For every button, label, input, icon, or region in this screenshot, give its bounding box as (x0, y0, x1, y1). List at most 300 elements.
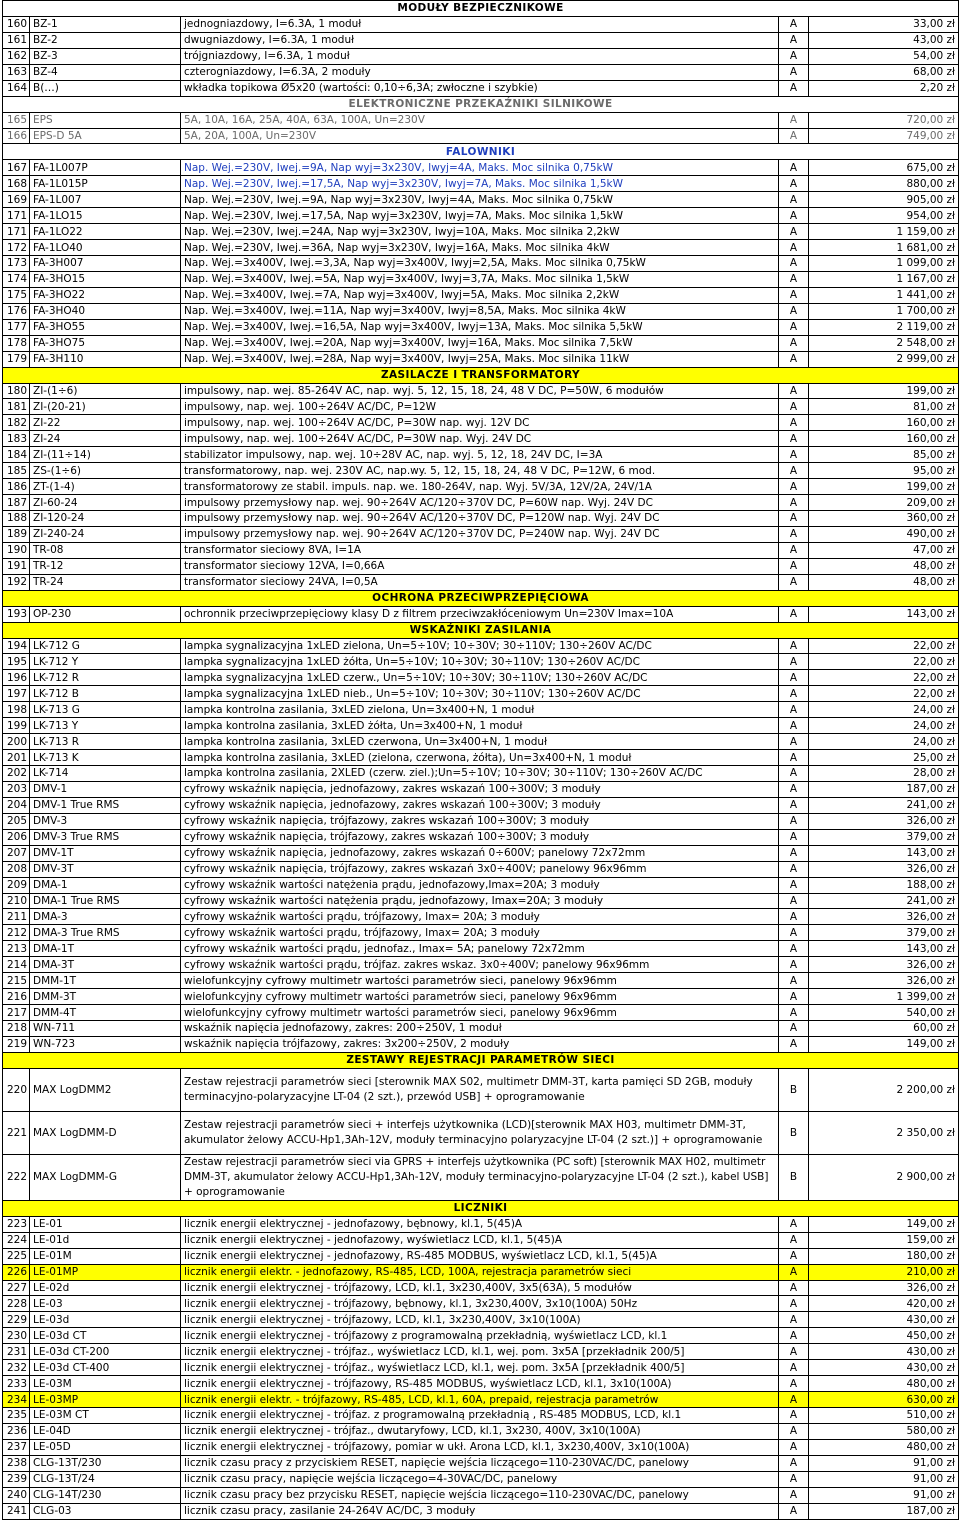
row-number: 197 (3, 686, 30, 702)
table-row (3, 1455, 959, 1471)
product-price: 480,00 zł (809, 1439, 959, 1455)
product-price: 2 900,00 zł (809, 1154, 959, 1200)
product-price: 143,00 zł (809, 941, 959, 957)
row-number: 225 (3, 1248, 30, 1264)
product-price: 48,00 zł (809, 574, 959, 590)
product-price: 510,00 zł (809, 1408, 959, 1424)
section-title: FALOWNIKI (3, 144, 959, 160)
price-group: A (779, 48, 809, 64)
product-price: 24,00 zł (809, 702, 959, 718)
price-group: A (779, 16, 809, 32)
row-number: 232 (3, 1360, 30, 1376)
product-description: licznik czasu pracy z przyciskiem RESET, napięcie wejścia liczącego=110-230VAC/DC, panelowy (181, 1455, 779, 1471)
product-code: DMV-1 True RMS (30, 797, 181, 813)
price-group: A (779, 256, 809, 272)
product-description: cyfrowy wskaźnik napięcia, jednofazowy, zakres wskazań 100÷300V; 3 moduły (181, 797, 779, 813)
product-description: wielofunkcyjny cyfrowy multimetr wartości parametrów sieci, panelowy 96x96mm (181, 1005, 779, 1021)
product-code: ZS-(1÷6) (30, 463, 181, 479)
product-price: 24,00 zł (809, 734, 959, 750)
price-list-body (3, 1, 959, 1520)
product-description: transformator sieciowy 24VA, I=0,5A (181, 574, 779, 590)
table-row (3, 1296, 959, 1312)
price-group: A (779, 32, 809, 48)
product-description: Nap. Wej.=230V, Iwej.=36A, Nap wyj=3x230V, Iwyj=16A, Maks. Moc silnika 4kW (181, 240, 779, 256)
product-description: impulsowy przemysłowy nap. wej. 90÷264V AC/120÷370V DC, P=120W nap. Wyj. 24V DC (181, 511, 779, 527)
product-price: 480,00 zł (809, 1376, 959, 1392)
product-description: cyfrowy wskaźnik napięcia, jednofazowy, zakres wskazań 0÷600V; panelowy 72x72mm (181, 845, 779, 861)
product-description: transformator sieciowy 12VA, I=0,66A (181, 558, 779, 574)
product-price: 48,00 zł (809, 558, 959, 574)
table-row (3, 160, 959, 176)
row-number: 198 (3, 702, 30, 718)
price-group: A (779, 973, 809, 989)
table-row (3, 224, 959, 240)
price-group: A (779, 447, 809, 463)
price-group: A (779, 574, 809, 590)
product-code: ZI-(1÷6) (30, 383, 181, 399)
section-title: ELEKTRONICZNE PRZEKAŹNIKI SILNIKOWE (3, 96, 959, 112)
row-number: 172 (3, 240, 30, 256)
price-group: A (779, 861, 809, 877)
table-row (3, 766, 959, 782)
price-group: A (779, 303, 809, 319)
product-code: FA-1L007 (30, 192, 181, 208)
product-code: BZ-4 (30, 64, 181, 80)
table-row (3, 415, 959, 431)
product-price: 199,00 zł (809, 383, 959, 399)
row-number: 171 (3, 224, 30, 240)
product-code: CLG-13T/24 (30, 1471, 181, 1487)
product-description: lampka kontrolna zasilania, 3xLED zielona, Un=3x400+N, 1 moduł (181, 702, 779, 718)
section-header (3, 590, 959, 606)
product-code: EPS (30, 112, 181, 128)
product-description: cyfrowy wskaźnik napięcia, trójfazowy, zakres wskazań 100÷300V; 3 moduły (181, 829, 779, 845)
product-price: 160,00 zł (809, 431, 959, 447)
product-price: 1 159,00 zł (809, 224, 959, 240)
price-group: A (779, 1005, 809, 1021)
price-group: A (779, 335, 809, 351)
table-row (3, 287, 959, 303)
product-code: ZI-240-24 (30, 526, 181, 542)
product-code: EPS-D 5A (30, 128, 181, 144)
product-price: 22,00 zł (809, 670, 959, 686)
price-group: A (779, 670, 809, 686)
product-description: licznik energii elektrycznej - trójfaz., dwutaryfowy, LCD, kl.1, 3x230, 400V, 3x10(100A) (181, 1423, 779, 1439)
row-number: 182 (3, 415, 30, 431)
price-group: A (779, 431, 809, 447)
product-price: 210,00 zł (809, 1264, 959, 1280)
product-description: 5A, 20A, 100A, Un=230V (181, 128, 779, 144)
row-number: 203 (3, 781, 30, 797)
table-row (3, 479, 959, 495)
product-description: licznik energii elektrycznej - trójfazowy, LCD, kl.1, 3x230,400V, 3x10(100A) (181, 1312, 779, 1328)
table-row (3, 112, 959, 128)
price-group: A (779, 240, 809, 256)
product-code: LE-03d CT-400 (30, 1360, 181, 1376)
row-number: 167 (3, 160, 30, 176)
product-code: FA-1LO40 (30, 240, 181, 256)
table-row (3, 1312, 959, 1328)
product-price: 85,00 zł (809, 447, 959, 463)
price-group: A (779, 526, 809, 542)
section-header (3, 96, 959, 112)
product-description: cyfrowy wskaźnik wartości prądu, jednofaz., Imax= 5A; panelowy 72x72mm (181, 941, 779, 957)
product-description: licznik czasu pracy, napięcie wejścia liczącego=4-30VAC/DC, panelowy (181, 1471, 779, 1487)
product-description: stabilizator impulsowy, nap. wej. 10÷28V AC, nap. wyj. 5, 12, 18, 24V DC, I=3A (181, 447, 779, 463)
row-number: 200 (3, 734, 30, 750)
product-code: TR-08 (30, 542, 181, 558)
table-row (3, 702, 959, 718)
table-row (3, 941, 959, 957)
price-group: A (779, 383, 809, 399)
table-row (3, 128, 959, 144)
product-code: ZI-60-24 (30, 495, 181, 511)
table-row (3, 718, 959, 734)
price-group: A (779, 1328, 809, 1344)
product-description: ochronnik przeciwprzepięciowy klasy D z filtrem przeciwzakłóceniowym Un=230V Imax=10A (181, 606, 779, 622)
price-group: A (779, 542, 809, 558)
table-row (3, 1471, 959, 1487)
product-description: wskaźnik napięcia jednofazowy, zakres: 200÷250V, 1 moduł (181, 1021, 779, 1037)
row-number: 178 (3, 335, 30, 351)
product-description: cyfrowy wskaźnik wartości prądu, trójfazowy, Imax= 20A; 3 moduły (181, 925, 779, 941)
product-code: FA-3HO75 (30, 335, 181, 351)
section-header (3, 1, 959, 17)
product-price: 68,00 zł (809, 64, 959, 80)
table-row (3, 1232, 959, 1248)
row-number: 207 (3, 845, 30, 861)
price-group: A (779, 351, 809, 367)
product-description: cyfrowy wskaźnik napięcia, trójfazowy, zakres wskazań 100÷300V; 3 moduły (181, 813, 779, 829)
price-group: B (779, 1068, 809, 1111)
product-price: 187,00 zł (809, 1503, 959, 1519)
row-number: 160 (3, 16, 30, 32)
product-price: 379,00 zł (809, 829, 959, 845)
product-description: dwugniazdowy, I=6.3A, 1 moduł (181, 32, 779, 48)
product-price: 326,00 zł (809, 957, 959, 973)
product-code: LK-714 (30, 766, 181, 782)
row-number: 210 (3, 893, 30, 909)
product-code: LE-03 (30, 1296, 181, 1312)
product-description: transformatorowy, nap. wej. 230V AC, nap.wy. 5, 12, 15, 18, 24, 48 V DC, P=12W, 6 mod. (181, 463, 779, 479)
product-code: ZT-(1-4) (30, 479, 181, 495)
product-code: LK-713 R (30, 734, 181, 750)
table-row (3, 32, 959, 48)
table-row (3, 495, 959, 511)
price-group: A (779, 829, 809, 845)
row-number: 214 (3, 957, 30, 973)
table-row (3, 1021, 959, 1037)
product-description: licznik energii elektrycznej - trójfazowy, RS-485 MODBUS, wyświetlacz LCD, kl.1, 3x10(100A) (181, 1376, 779, 1392)
product-code: BZ-3 (30, 48, 181, 64)
product-price: 326,00 zł (809, 813, 959, 829)
price-group: A (779, 1312, 809, 1328)
row-number: 174 (3, 271, 30, 287)
price-group: A (779, 192, 809, 208)
price-group: A (779, 1360, 809, 1376)
product-description: Zestaw rejestracji parametrów sieci [sterownik MAX S02, multimetr DMM-3T, karta pamięci SD 2GB, moduły terminacyjno-polaryzacyjne LT-04 (2 szt.), przewód USB] + oprogramowanie (181, 1068, 779, 1111)
price-group: A (779, 415, 809, 431)
product-description: licznik energii elektrycznej - trójfazowy, bębnowy, kl.1, 3x230,400V, 3x10(100A) 50Hz (181, 1296, 779, 1312)
product-code: LE-03d CT (30, 1328, 181, 1344)
row-number: 204 (3, 797, 30, 813)
price-group: A (779, 797, 809, 813)
product-price: 1 700,00 zł (809, 303, 959, 319)
product-price: 430,00 zł (809, 1344, 959, 1360)
product-description: wskaźnik napięcia trójfazowy, zakres: 3x200÷250V, 2 moduły (181, 1036, 779, 1052)
row-number: 208 (3, 861, 30, 877)
product-price: 450,00 zł (809, 1328, 959, 1344)
product-description: Nap. Wej.=3x400V, Iwej.=28A, Nap wyj=3x400V, Iwyj=25A, Maks. Moc silnika 11kW (181, 351, 779, 367)
row-number: 240 (3, 1487, 30, 1503)
product-description: licznik energii elektrycznej - trójfaz., wyświetlacz LCD, kl.1, wej. pom. 3x5A [przekładnik 400/5] (181, 1360, 779, 1376)
table-row (3, 781, 959, 797)
product-price: 91,00 zł (809, 1455, 959, 1471)
price-group: A (779, 941, 809, 957)
product-price: 1 099,00 zł (809, 256, 959, 272)
row-number: 205 (3, 813, 30, 829)
product-code: LE-03d CT-200 (30, 1344, 181, 1360)
section-header (3, 1200, 959, 1216)
product-description: cyfrowy wskaźnik wartości prądu, trójfazowy, Imax= 20A; 3 moduły (181, 909, 779, 925)
product-code: ZI-22 (30, 415, 181, 431)
price-group: A (779, 606, 809, 622)
product-code: FA-1LO15 (30, 208, 181, 224)
price-group: A (779, 112, 809, 128)
price-group: A (779, 64, 809, 80)
product-code: LE-02d (30, 1280, 181, 1296)
table-row (3, 1111, 959, 1154)
price-group: A (779, 1280, 809, 1296)
table-row (3, 1216, 959, 1232)
price-group: A (779, 925, 809, 941)
product-code: MAX LogDMM2 (30, 1068, 181, 1111)
product-price: 379,00 zł (809, 925, 959, 941)
product-price: 2 999,00 zł (809, 351, 959, 367)
product-code: FA-3HO15 (30, 271, 181, 287)
product-description: lampka kontrolna zasilania, 3xLED czerwona, Un=3x400+N, 1 moduł (181, 734, 779, 750)
product-code: LE-01 (30, 1216, 181, 1232)
row-number: 202 (3, 766, 30, 782)
table-row (3, 686, 959, 702)
product-code: LE-01MP (30, 1264, 181, 1280)
product-price: 490,00 zł (809, 526, 959, 542)
product-code: LE-01M (30, 1248, 181, 1264)
product-code: LK-713 G (30, 702, 181, 718)
row-number: 184 (3, 447, 30, 463)
row-number: 188 (3, 511, 30, 527)
product-price: 95,00 zł (809, 463, 959, 479)
product-code: WN-711 (30, 1021, 181, 1037)
product-price: 749,00 zł (809, 128, 959, 144)
row-number: 236 (3, 1423, 30, 1439)
table-row (3, 463, 959, 479)
table-row (3, 734, 959, 750)
table-row (3, 1439, 959, 1455)
row-number: 161 (3, 32, 30, 48)
product-description: lampka kontrolna zasilania, 3xLED (zielona, czerwona, żółta), Un=3x400+N, 1 moduł (181, 750, 779, 766)
product-code: CLG-14T/230 (30, 1487, 181, 1503)
price-group: B (779, 1111, 809, 1154)
product-price: 540,00 zł (809, 1005, 959, 1021)
row-number: 218 (3, 1021, 30, 1037)
product-description: wielofunkcyjny cyfrowy multimetr wartości parametrów sieci, panelowy 96x96mm (181, 989, 779, 1005)
table-row (3, 1360, 959, 1376)
row-number: 201 (3, 750, 30, 766)
table-row (3, 256, 959, 272)
row-number: 215 (3, 973, 30, 989)
table-row (3, 606, 959, 622)
product-description: Nap. Wej.=3x400V, Iwej.=3,3A, Nap wyj=3x400V, Iwyj=2,5A, Maks. Moc silnika 0,75kW (181, 256, 779, 272)
product-description: cyfrowy wskaźnik wartości natężenia prądu, jednofazowy,Imax=20A; 3 moduły (181, 877, 779, 893)
product-price: 2 119,00 zł (809, 319, 959, 335)
product-description: impulsowy przemysłowy nap. wej. 90÷264V AC/120÷370V DC, P=60W nap. Wyj. 24V DC (181, 495, 779, 511)
price-group: A (779, 989, 809, 1005)
price-group: A (779, 160, 809, 176)
price-group: B (779, 1154, 809, 1200)
row-number: 227 (3, 1280, 30, 1296)
price-group: A (779, 176, 809, 192)
table-row (3, 192, 959, 208)
product-code: DMV-1 (30, 781, 181, 797)
price-group: A (779, 909, 809, 925)
price-group: A (779, 287, 809, 303)
product-description: Nap. Wej.=3x400V, Iwej.=5A, Nap wyj=3x400V, Iwyj=3,7A, Maks. Moc silnika 1,5kW (181, 271, 779, 287)
price-group: A (779, 319, 809, 335)
product-code: LK-713 K (30, 750, 181, 766)
row-number: 169 (3, 192, 30, 208)
product-code: CLG-03 (30, 1503, 181, 1519)
table-row (3, 16, 959, 32)
product-code: TR-24 (30, 574, 181, 590)
product-code: FA-1L007P (30, 160, 181, 176)
product-code: CLG-13T/230 (30, 1455, 181, 1471)
price-group: A (779, 702, 809, 718)
product-description: impulsowy, nap. wej. 100÷264V AC/DC, P=12W (181, 399, 779, 415)
product-price: 2 350,00 zł (809, 1111, 959, 1154)
table-row (3, 989, 959, 1005)
table-row (3, 240, 959, 256)
row-number: 185 (3, 463, 30, 479)
product-price: 47,00 zł (809, 542, 959, 558)
table-row (3, 399, 959, 415)
product-description: wkładka topikowa Ø5x20 (wartości: 0,10÷6,3A; zwłoczne i szybkie) (181, 80, 779, 96)
row-number: 196 (3, 670, 30, 686)
table-row (3, 829, 959, 845)
product-code: DMA-3 True RMS (30, 925, 181, 941)
table-row (3, 1036, 959, 1052)
table-row (3, 861, 959, 877)
product-code: DMV-3T (30, 861, 181, 877)
section-header (3, 144, 959, 160)
row-number: 233 (3, 1376, 30, 1392)
product-price: 1 441,00 zł (809, 287, 959, 303)
row-number: 187 (3, 495, 30, 511)
price-group: A (779, 399, 809, 415)
section-title: WSKAŹNIKI ZASILANIA (3, 622, 959, 638)
price-group: A (779, 479, 809, 495)
price-group: A (779, 1487, 809, 1503)
table-row (3, 750, 959, 766)
table-row (3, 335, 959, 351)
product-price: 360,00 zł (809, 511, 959, 527)
product-description: Nap. Wej.=230V, Iwej.=9A, Nap wyj=3x230V, Iwyj=4A, Maks. Moc silnika 0,75kW (181, 192, 779, 208)
price-group: A (779, 80, 809, 96)
price-group: A (779, 1376, 809, 1392)
row-number: 168 (3, 176, 30, 192)
product-price: 880,00 zł (809, 176, 959, 192)
product-price: 1 681,00 zł (809, 240, 959, 256)
price-group: A (779, 686, 809, 702)
price-group: A (779, 893, 809, 909)
row-number: 191 (3, 558, 30, 574)
product-price: 954,00 zł (809, 208, 959, 224)
row-number: 239 (3, 1471, 30, 1487)
row-number: 209 (3, 877, 30, 893)
product-description: Nap. Wej.=3x400V, Iwej.=20A, Nap wyj=3x400V, Iwyj=16A, Maks. Moc silnika 7,5kW (181, 335, 779, 351)
product-description: Nap. Wej.=3x400V, Iwej.=11A, Nap wyj=3x400V, Iwyj=8,5A, Maks. Moc silnika 4kW (181, 303, 779, 319)
table-row (3, 1328, 959, 1344)
price-group: A (779, 558, 809, 574)
product-description: impulsowy, nap. wej. 100÷264V AC/DC, P=30W nap. Wyj. 24V DC (181, 431, 779, 447)
table-row (3, 909, 959, 925)
row-number: 186 (3, 479, 30, 495)
price-group: A (779, 1471, 809, 1487)
price-group: A (779, 1455, 809, 1471)
product-price: 91,00 zł (809, 1487, 959, 1503)
product-price: 22,00 zł (809, 686, 959, 702)
price-group: A (779, 1408, 809, 1424)
price-group: A (779, 654, 809, 670)
price-group: A (779, 781, 809, 797)
price-group: A (779, 1232, 809, 1248)
product-price: 159,00 zł (809, 1232, 959, 1248)
row-number: 176 (3, 303, 30, 319)
table-row (3, 574, 959, 590)
product-code: BZ-1 (30, 16, 181, 32)
product-price: 22,00 zł (809, 654, 959, 670)
section-header (3, 622, 959, 638)
product-price: 905,00 zł (809, 192, 959, 208)
row-number: 163 (3, 64, 30, 80)
product-code: FA-3HO22 (30, 287, 181, 303)
product-description: Nap. Wej.=230V, Iwej.=24A, Nap wyj=3x230V, Iwyj=10A, Maks. Moc silnika 2,2kW (181, 224, 779, 240)
product-description: lampka kontrolna zasilania, 3xLED żółta, Un=3x400+N, 1 moduł (181, 718, 779, 734)
row-number: 226 (3, 1264, 30, 1280)
row-number: 220 (3, 1068, 30, 1111)
product-price: 209,00 zł (809, 495, 959, 511)
product-price: 60,00 zł (809, 1021, 959, 1037)
row-number: 234 (3, 1392, 30, 1408)
product-code: DMM-3T (30, 989, 181, 1005)
product-description: licznik czasu pracy bez przycisku RESET, napięcie wejścia liczącego=110-230VAC/DC, panelowy (181, 1487, 779, 1503)
product-description: impulsowy, nap. wej. 100÷264V AC/DC, P=30W nap. wyj. 12V DC (181, 415, 779, 431)
table-row (3, 1005, 959, 1021)
row-number: 213 (3, 941, 30, 957)
price-group: A (779, 463, 809, 479)
product-price: 430,00 zł (809, 1312, 959, 1328)
product-description: impulsowy, nap. wej. 85-264V AC, nap. wyj. 5, 12, 15, 18, 24, 48 V DC, P=50W, 6 modułów (181, 383, 779, 399)
table-row (3, 447, 959, 463)
product-code: MAX LogDMM-D (30, 1111, 181, 1154)
table-row (3, 64, 959, 80)
price-group: A (779, 877, 809, 893)
price-group: A (779, 1344, 809, 1360)
product-code: TR-12 (30, 558, 181, 574)
product-code: B(…) (30, 80, 181, 96)
price-group: A (779, 271, 809, 287)
row-number: 212 (3, 925, 30, 941)
